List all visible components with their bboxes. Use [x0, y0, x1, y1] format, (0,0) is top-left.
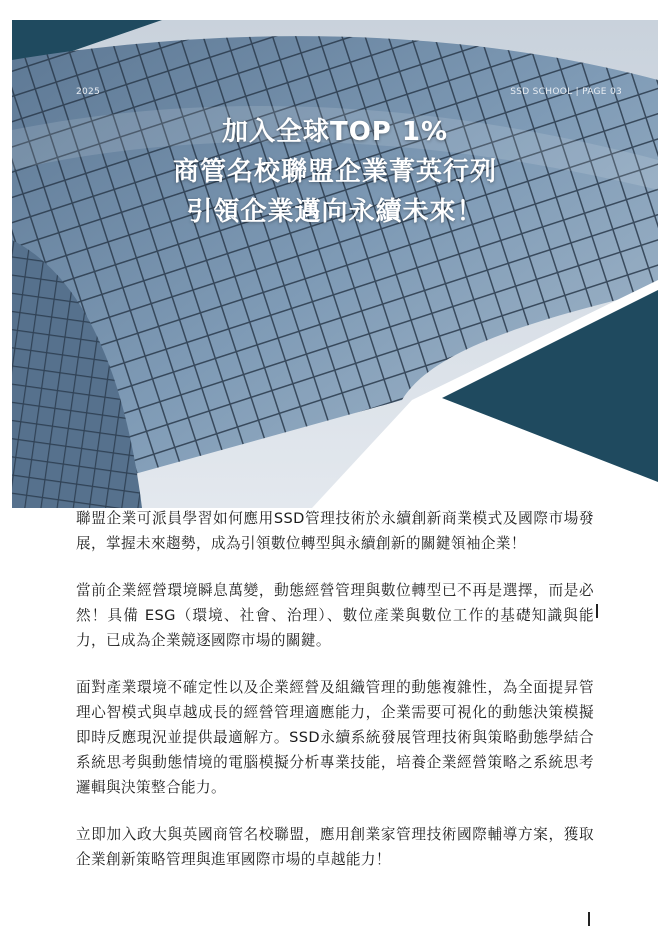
hero-title-line-3: 引領企業邁向永續未來！	[186, 197, 484, 227]
hero-title	[12, 112, 658, 232]
scan-mark	[596, 604, 598, 618]
paragraph-1: 聯盟企業可派員學習如何應用SSD管理技術於永續創新商業模式及國際市場發展，掌握未來趨勢，成為引領數位轉型與永續創新的關鍵領袖企業！	[76, 510, 594, 552]
page-label: SSD SCHOOL | PAGE 03	[510, 87, 622, 97]
hero-title-line-2: 商管名校聯盟企業菁英行列	[172, 157, 497, 187]
scan-mark	[588, 912, 590, 926]
body-text	[76, 506, 594, 894]
hero-title-line-1: 加入全球TOP 1%	[221, 117, 449, 147]
paragraph-3: 面對產業環境不確定性以及企業經營及組織管理的動態複雜性，為全面提昇管理心智模式與卓越成長的經營管理適應能力，企業需要可視化的動態決策模擬即時反應現況並提供最適解方。SSD永續系統發展管理技術與策略動態學結合系統思考與動態情境的電腦模擬分析專業技能，培養企業經營策略之系統思考邏輯與決策整合能力。	[76, 679, 594, 796]
year-label: 2025	[76, 87, 101, 97]
paragraph-2: 當前企業經營環境瞬息萬變，動態經營管理與數位轉型已不再是選擇，而是必然！具備 ESG（環境、社會、治理）、數位產業與數位工作的基礎知識與能力，已成為企業競逐國際市場的關鍵。	[76, 582, 594, 649]
paragraph-4: 立即加入政大與英國商管名校聯盟，應用創業家管理技術國際輔導方案，獲取企業創新策略管理與進軍國際市場的卓越能力！	[76, 826, 594, 868]
